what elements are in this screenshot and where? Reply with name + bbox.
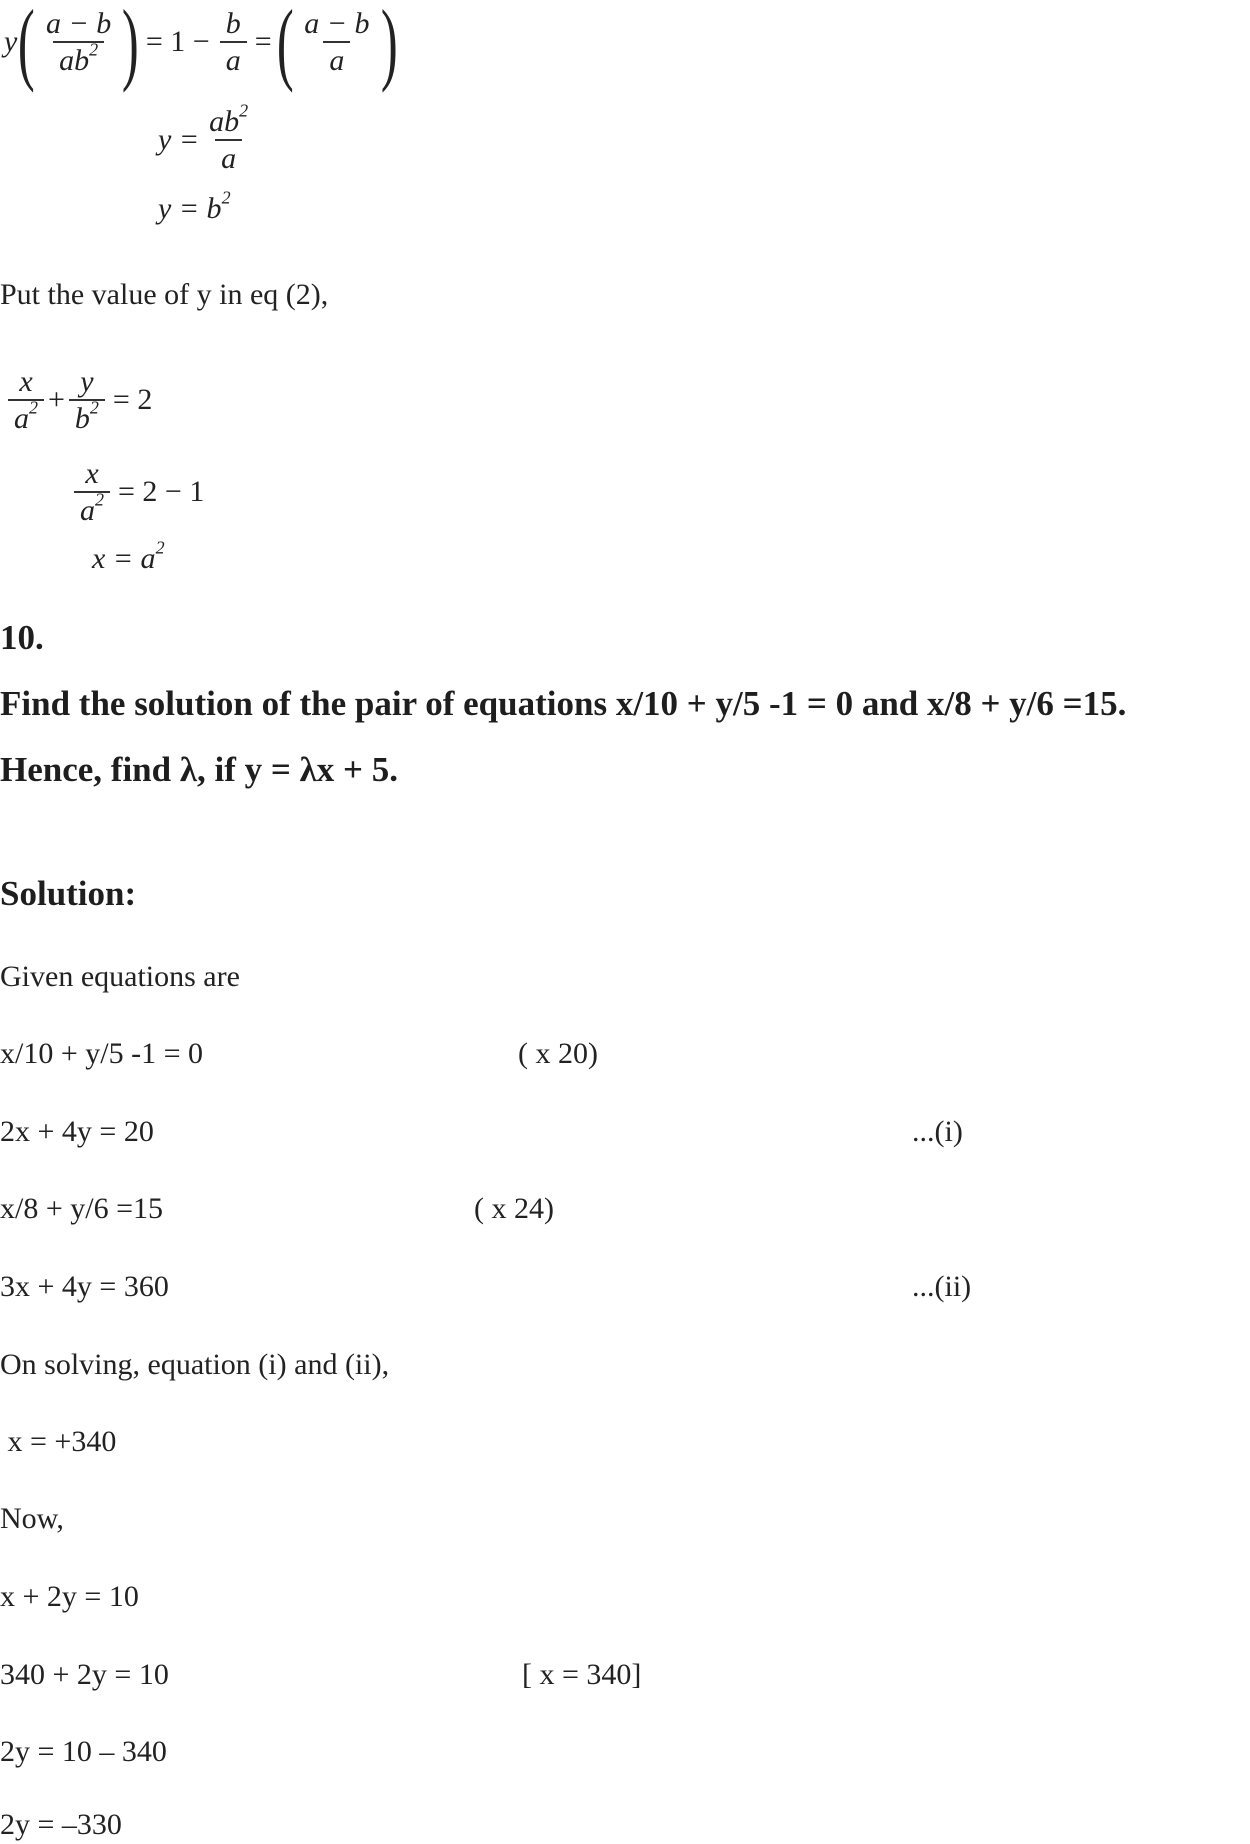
solution-note: ( x 20) xyxy=(518,1037,598,1070)
lhs: y = xyxy=(158,123,200,156)
numerator: x xyxy=(85,456,99,490)
solution-note: [ x = 340] xyxy=(522,1658,642,1691)
denominator xyxy=(8,399,44,435)
equation-y-fraction xyxy=(4,0,398,93)
fraction-b-over-a xyxy=(220,8,247,77)
denominator xyxy=(53,41,104,77)
fraction-x-over-a2 xyxy=(8,366,44,435)
equation-x-over-a2-plus-y-over-b2 xyxy=(4,360,152,440)
left-paren: ( xyxy=(18,0,36,93)
equation-x-over-a2-equals-2-minus-1 xyxy=(70,452,204,532)
exp: 2 xyxy=(155,537,165,558)
rhs: = 2 xyxy=(112,383,153,416)
den-exp: 2 xyxy=(89,39,99,60)
solution-line: x/10 + y/5 -1 = 0 xyxy=(0,1037,203,1070)
question-line-1: Find the solution of the pair of equations x/10 + y/5 -1 = 0 and x/8 + y/6 =15. xyxy=(0,684,1127,723)
fraction-y-over-b2 xyxy=(69,366,105,435)
den-exp: 2 xyxy=(89,397,99,418)
den-base: ab xyxy=(59,44,90,77)
num-base: ab xyxy=(209,104,240,138)
rhs: = 2 − 1 xyxy=(118,475,205,508)
right-paren: ) xyxy=(122,0,139,93)
left-paren: ( xyxy=(276,0,294,93)
solution-line: 2y = 10 – 340 xyxy=(0,1735,167,1768)
exp: 2 xyxy=(221,187,231,208)
right-paren: ) xyxy=(380,0,398,93)
den-exp: 2 xyxy=(95,489,104,510)
equation-x-equals-a2 xyxy=(92,537,165,576)
lhs: x = a xyxy=(92,542,156,575)
solution-line: 2x + 4y = 20 xyxy=(0,1115,154,1148)
denominator: a xyxy=(220,41,247,77)
solution-line: Now, xyxy=(0,1502,64,1535)
solution-line: x/8 + y/6 =15 xyxy=(0,1192,164,1225)
denominator xyxy=(74,491,110,527)
numerator: y xyxy=(80,364,94,398)
solution-line: x = +340 xyxy=(0,1425,117,1458)
denominator xyxy=(69,399,105,435)
solution-note: ...(i) xyxy=(912,1115,963,1148)
numerator: a − b xyxy=(45,6,112,40)
equals-sign: = xyxy=(254,25,272,58)
fraction-a-minus-b-over-ab2 xyxy=(40,8,117,77)
equation-y-equals-ab2-over-a xyxy=(158,100,258,180)
plus-sign: + xyxy=(48,383,65,416)
equals-one-minus: = 1 − xyxy=(145,25,210,58)
denominator: a xyxy=(215,139,242,175)
solution-line: 3x + 4y = 360 xyxy=(0,1270,169,1303)
lhs: y = b xyxy=(158,192,222,225)
put-value-text: Put the value of y in eq (2), xyxy=(0,278,329,311)
fraction-ab2-over-a xyxy=(203,100,254,175)
den-base: b xyxy=(74,402,90,435)
numerator xyxy=(203,100,254,140)
denominator: a xyxy=(323,41,350,77)
solution-note: ...(ii) xyxy=(912,1270,972,1303)
equation-y-equals-b2 xyxy=(158,187,231,226)
fraction-a-minus-b-over-a xyxy=(298,8,375,77)
solution-line: x + 2y = 10 xyxy=(0,1580,139,1613)
question-number: 10. xyxy=(0,618,44,657)
num-exp: 2 xyxy=(239,100,249,121)
solution-note: ( x 24) xyxy=(474,1192,554,1225)
den-base: a xyxy=(80,494,95,527)
fraction-x-over-a2 xyxy=(74,458,110,527)
den-base: a xyxy=(14,402,29,435)
numerator: a − b xyxy=(304,6,370,40)
numerator: x xyxy=(19,364,33,398)
question-line-2: Hence, find λ, if y = λx + 5. xyxy=(0,750,399,789)
den-exp: 2 xyxy=(29,397,38,418)
solution-line: Given equations are xyxy=(0,960,240,993)
solution-line: 2y = –330 xyxy=(0,1808,122,1841)
solution-line: On solving, equation (i) and (ii), xyxy=(0,1348,390,1381)
solution-heading: Solution: xyxy=(0,874,137,913)
solution-line: 340 + 2y = 10 xyxy=(0,1658,169,1691)
var-y: y xyxy=(4,25,18,58)
numerator: b xyxy=(225,6,241,40)
